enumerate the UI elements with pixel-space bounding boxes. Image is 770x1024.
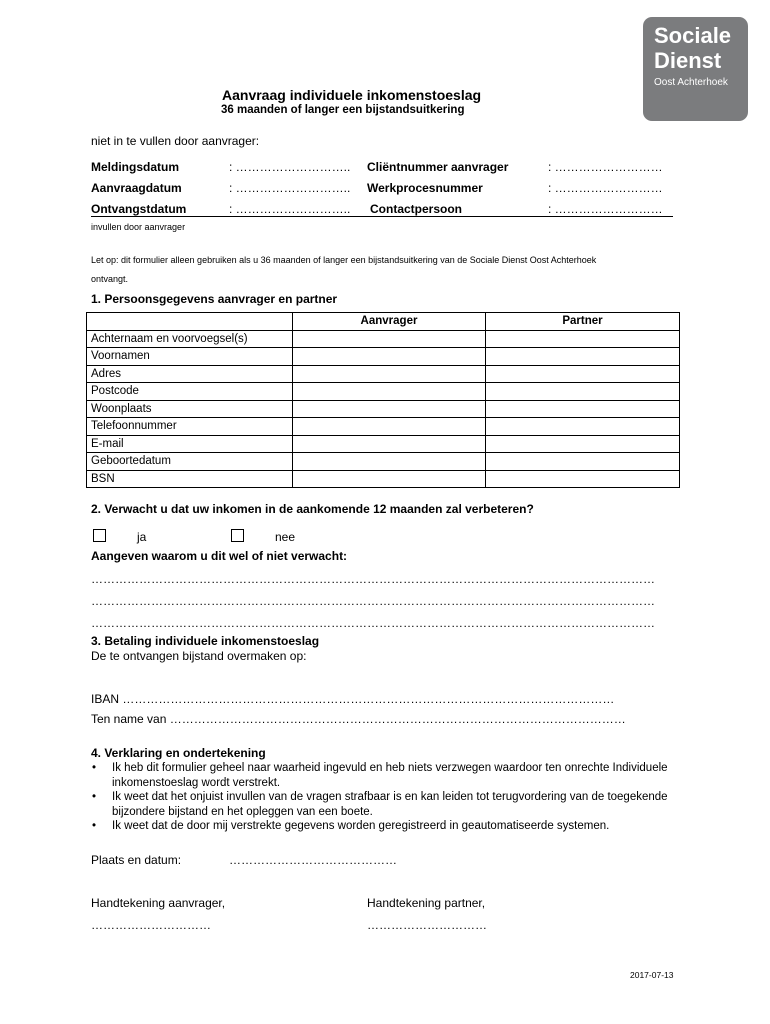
admin-label-contactpersoon: Contactpersoon [370, 202, 463, 216]
admin-underline [231, 216, 673, 217]
aanvrager-cell[interactable] [293, 330, 486, 348]
admin-value-werkprocesnummer[interactable]: : ……………………… [548, 181, 663, 195]
admin-label-ontvangstdatum: Ontvangstdatum [91, 202, 231, 217]
admin-note: invullen door aanvrager [91, 222, 186, 232]
signature-applicant-label: Handtekening aanvrager, [91, 896, 226, 910]
partner-cell[interactable] [486, 365, 680, 383]
admin-value-contactpersoon[interactable]: : ……………………… [548, 202, 663, 216]
aanvrager-cell[interactable] [293, 383, 486, 401]
section4-heading: 4. Verklaring en ondertekening [91, 746, 266, 760]
sociale-dienst-logo [643, 17, 748, 121]
section2-heading: 2. Verwacht u dat uw inkomen in de aankomende 12 maanden zal verbeteren? [91, 502, 534, 516]
partner-cell[interactable] [486, 418, 680, 436]
signature-applicant-field[interactable]: ………………………… [91, 918, 211, 932]
table-row [87, 400, 680, 418]
declaration-list [92, 761, 682, 834]
document-subtitle: 36 maanden of langer een bijstandsuitkering [221, 104, 465, 116]
admin-value-ontvangstdatum[interactable]: : ……………………….. [229, 202, 351, 216]
place-date-label: Plaats en datum: [91, 853, 182, 867]
table-row [87, 383, 680, 401]
table-header-empty [87, 313, 293, 331]
explain-line-3[interactable]: …………………………………………………………………………………………………………………………… [91, 616, 655, 630]
logo-line-3: Oost Achterhoek [654, 77, 728, 88]
signature-partner-field[interactable]: ………………………… [367, 918, 487, 932]
option-nee-label: nee [275, 530, 296, 544]
checkbox-ja[interactable] [93, 529, 106, 542]
admin-value-aanvraagdatum[interactable]: : ……………………….. [229, 181, 351, 195]
section3-subtitle: De te ontvangen bijstand overmaken op: [91, 649, 307, 663]
partner-cell[interactable] [486, 435, 680, 453]
partner-cell[interactable] [486, 348, 680, 366]
table-row [87, 365, 680, 383]
list-item: • Ik weet dat de door mij verstrekte gegevens worden geregistreerd in geautomatiseerde systemen. [92, 819, 682, 834]
aanvrager-cell[interactable] [293, 400, 486, 418]
aanvrager-cell[interactable] [293, 435, 486, 453]
list-item: • Ik weet dat het onjuist invullen van de vragen strafbaar is en kan leiden tot terugvordering van de toegekende bijzondere bijstand en het opleggen van een boete. [92, 790, 682, 819]
section3-heading: 3. Betaling individuele inkomenstoeslag [91, 634, 320, 648]
partner-cell[interactable] [486, 470, 680, 488]
document-date: 2017-07-13 [630, 970, 674, 980]
table-row [87, 435, 680, 453]
row-label: Postcode [87, 383, 293, 401]
partner-cell[interactable] [486, 453, 680, 471]
admin-value-meldingsdatum[interactable]: : ……………………….. [229, 160, 351, 174]
row-label: Woonplaats [87, 400, 293, 418]
aanvrager-cell[interactable] [293, 365, 486, 383]
explain-line-1[interactable]: …………………………………………………………………………………………………………………………… [91, 572, 655, 586]
row-label: Achternaam en voorvoegsel(s) [87, 330, 293, 348]
aanvrager-cell[interactable] [293, 418, 486, 436]
aanvrager-cell[interactable] [293, 348, 486, 366]
row-label: E-mail [87, 435, 293, 453]
notice-line-2: ontvangt. [91, 274, 129, 284]
place-date-field[interactable]: …………………………………… [229, 853, 397, 867]
option-ja-label: ja [137, 530, 147, 544]
checkbox-nee[interactable] [231, 529, 244, 542]
row-label: Geboortedatum [87, 453, 293, 471]
section1-heading: 1. Persoonsgegevens aanvrager en partner [91, 292, 338, 306]
admin-intro: niet in te vullen door aanvrager: [91, 134, 260, 148]
admin-label-meldingsdatum: Meldingsdatum [91, 160, 180, 174]
table-header-aanvrager: Aanvrager [293, 313, 486, 331]
row-label: Adres [87, 365, 293, 383]
logo-line-1: Sociale [654, 23, 732, 48]
document-title: Aanvraag individuele inkomenstoeslag [222, 87, 482, 103]
table-header-row [87, 313, 680, 331]
table-header-partner: Partner [486, 313, 680, 331]
table-row [87, 418, 680, 436]
admin-label-aanvraagdatum: Aanvraagdatum [91, 181, 182, 195]
table-row [87, 348, 680, 366]
notice-line-1: Let op: dit formulier alleen gebruiken als u 36 maanden of langer een bijstandsuitkering van de Sociale Dienst Oost Achterhoek [91, 255, 597, 265]
explain-line-2[interactable]: …………………………………………………………………………………………………………………………… [91, 594, 655, 608]
admin-label-werkprocesnummer: Werkprocesnummer [367, 181, 483, 195]
admin-label-clientnummer: Cliëntnummer aanvrager [367, 160, 509, 174]
row-label: Telefoonnummer [87, 418, 293, 436]
partner-cell[interactable] [486, 383, 680, 401]
signature-partner-label: Handtekening partner, [367, 896, 486, 910]
row-label: BSN [87, 470, 293, 488]
list-item: • Ik heb dit formulier geheel naar waarheid ingevuld en heb niets verzwegen waardoor ten onrechte Individuele inkomenstoeslag wordt verstrekt. [92, 761, 682, 790]
table-row [87, 470, 680, 488]
table-row [87, 453, 680, 471]
row-label: Voornamen [87, 348, 293, 366]
aanvrager-cell[interactable] [293, 470, 486, 488]
iban-field[interactable]: IBAN …………………………………………………………………………………………………………… [91, 692, 615, 706]
admin-value-clientnummer[interactable]: : ……………………… [548, 160, 663, 174]
table-row [87, 330, 680, 348]
explain-label: Aangeven waarom u dit wel of niet verwacht: [91, 549, 348, 563]
account-name-field[interactable]: Ten name van …………………………………………………………………………………………………… [91, 712, 626, 726]
aanvrager-cell[interactable] [293, 453, 486, 471]
logo-line-2: Dienst [654, 48, 722, 73]
persons-table [86, 312, 680, 488]
partner-cell[interactable] [486, 400, 680, 418]
partner-cell[interactable] [486, 330, 680, 348]
